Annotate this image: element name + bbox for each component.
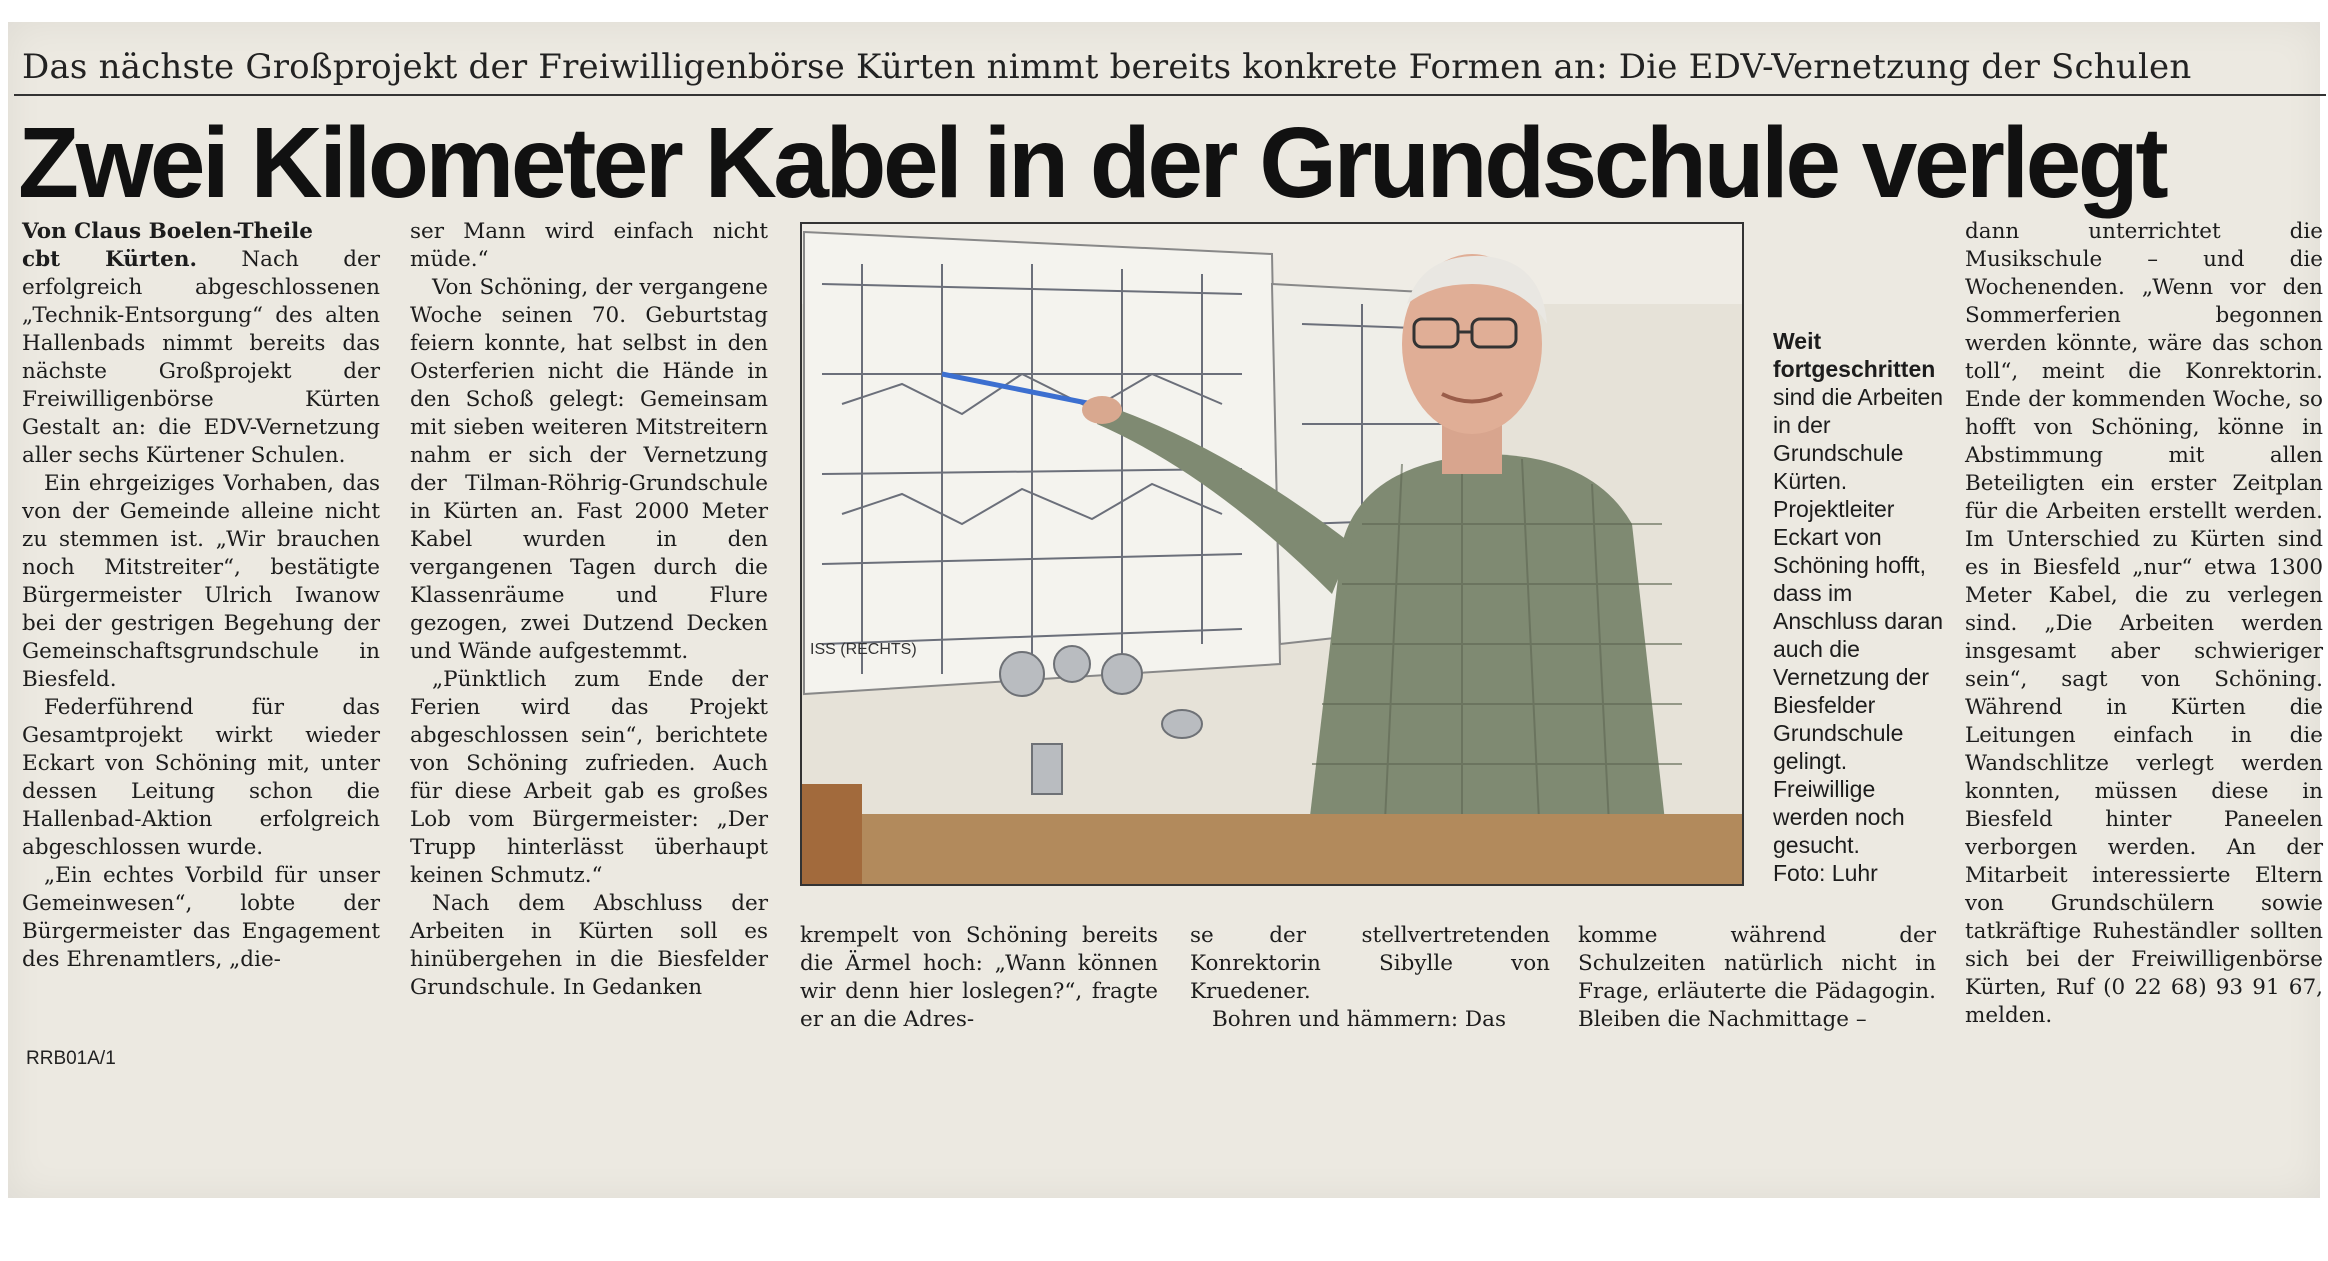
paragraph: se der stellvertretenden Konrektorin Sibylle von Kruedener. xyxy=(1190,923,1550,1004)
wooden-box xyxy=(802,784,862,884)
paragraph: krempelt von Schöning bereits die Ärmel hoch: „Wann können wir denn hier loslegen?“, fragte er an die Adres- xyxy=(800,923,1158,1032)
byline: Von Claus Boelen-Theile xyxy=(22,219,313,244)
dateline: cbt Kürten. xyxy=(22,247,197,272)
paragraph: Von Schöning, der vergangene Woche seinen 70. Geburtstag feiern konnte, hat selbst in den Osterferien nicht die Hände in den Schoß gelegt: Gemeinsam mit sieben weiteren Mitstreitern nahm er sich der Vernetzung der Tilman-Röhrig-Grundschule in Kürten an. Fast 2000 Meter Kabel wurden in den vergangenen Tagen durch die Klassenräume und Flure gezogen, zwei Dutzend Decken und Wände aufgestemmt. xyxy=(410,275,768,664)
column-5 xyxy=(1578,922,1936,1034)
paragraph: Nach dem Abschluss der Arbeiten in Kürten soll es hinübergehen in die Biesfelder Grundschule. In Gedanken xyxy=(410,891,768,1000)
caption-text: sind die Arbeiten in der Grundschule Kürten. Projektleiter Eckart von Schöning hofft, dass im Anschluss daran auch die Vernetzung der Biesfelder Grundschule gelingt. Freiwillige werden noch gesucht. xyxy=(1773,384,1944,858)
photo-credit: Foto: Luhr xyxy=(1773,860,1878,886)
kicker-rule xyxy=(14,94,2326,96)
paragraph: ser Mann wird einfach nicht müde.“ xyxy=(410,219,768,272)
column-2 xyxy=(410,218,768,1002)
paragraph: Ein ehrgeiziges Vorhaben, das von der Gemeinde alleine nicht zu stemmen ist. „Wir brauchen noch Mitstreiter“, bestätigte Bürgermeister Ulrich Iwanow bei der gestrigen Begehung der Gemeinschaftsgrundschule in Biesfeld. xyxy=(22,471,380,692)
paragraph: Federführend für das Gesamtprojekt wirkt wieder Eckart von Schöning mit, unter dessen Leitung schon die Hallenbad-Aktion erfolgreich abgeschlossen wurde. xyxy=(22,695,380,860)
plan-label: ISS (RECHTS) xyxy=(810,641,917,658)
workbench xyxy=(802,814,1742,884)
paragraph: dann unterrichtet die Musikschule – und die Wochenenden. „Wenn vor den Sommerferien begonnen werden könnte, wäre das schon toll“, meint die Konrektorin. Ende der kommenden Woche, so hofft von Schöning, könne in Abstimmung mit allen Beteiligten ein erster Zeitplan für die Arbeiten erstellt werden. Im Unterschied zu Kürten sind es in Biesfeld „nur“ etwa 1300 Meter Kabel, die zu verlegen sind. „Die Arbeiten werden insgesamt aber schwieriger sein“, sagt von Schöning. Während in Kürten die Leitungen einfach in die Wandschlitze verlegt werden konnten, müssen diese in Biesfeld hinter Paneelen verborgen werden. An der Mitarbeit interessierte Eltern von Grundschülern sowie tatkräftige Ruheständler sollten sich bei der Freiwilligenbörse Kürten, Ruf (0 22 68) 93 91 67, melden. xyxy=(1965,219,2323,1028)
page-code: RRB01A/1 xyxy=(26,1048,116,1069)
paragraph: Bohren und hämmern: Das xyxy=(1212,1007,1507,1032)
kicker-line: Das nächste Großprojekt der Freiwilligenbörse Kürten nimmt bereits konkrete Formen an: Die EDV-Vernetzung der Schulen xyxy=(22,47,2192,87)
column-3 xyxy=(800,922,1158,1034)
column-6 xyxy=(1965,218,2323,1030)
paragraph: „Pünktlich zum Ende der Ferien wird das Projekt abgeschlossen sein“, berichtete von Schöning zufrieden. Auch für diese Arbeit gab es großes Lob vom Bürgermeister: „Der Trupp hinterlässt überhaupt keinen Schmutz.“ xyxy=(410,667,768,888)
photo-illustration xyxy=(802,224,1742,884)
photo-caption xyxy=(1773,327,1948,887)
photo xyxy=(800,222,1744,886)
paragraph xyxy=(22,246,380,470)
caption-lead: Weit fortgeschritten xyxy=(1773,328,1936,382)
headline: Zwei Kilometer Kabel in der Grundschule verlegt xyxy=(18,107,2166,219)
column-1 xyxy=(22,218,380,974)
paragraph-text: Nach der erfolgreich abgeschlossenen „Technik-Entsorgung“ des alten Hallenbads nimmt bereits das nächste Großprojekt der Freiwilligenbörse Kürten Gestalt an: die EDV-Vernetzung aller sechs Kürtener Schulen. xyxy=(22,247,380,468)
paragraph: komme während der Schulzeiten natürlich nicht in Frage, erläuterte die Pädagogin. Bleiben die Nachmittage – xyxy=(1578,923,1936,1032)
paragraph: „Ein echtes Vorbild für unser Gemeinwesen“, lobte der Bürgermeister das Engagement des Ehrenamtlers, „die- xyxy=(22,863,380,972)
column-4 xyxy=(1190,922,1550,1034)
